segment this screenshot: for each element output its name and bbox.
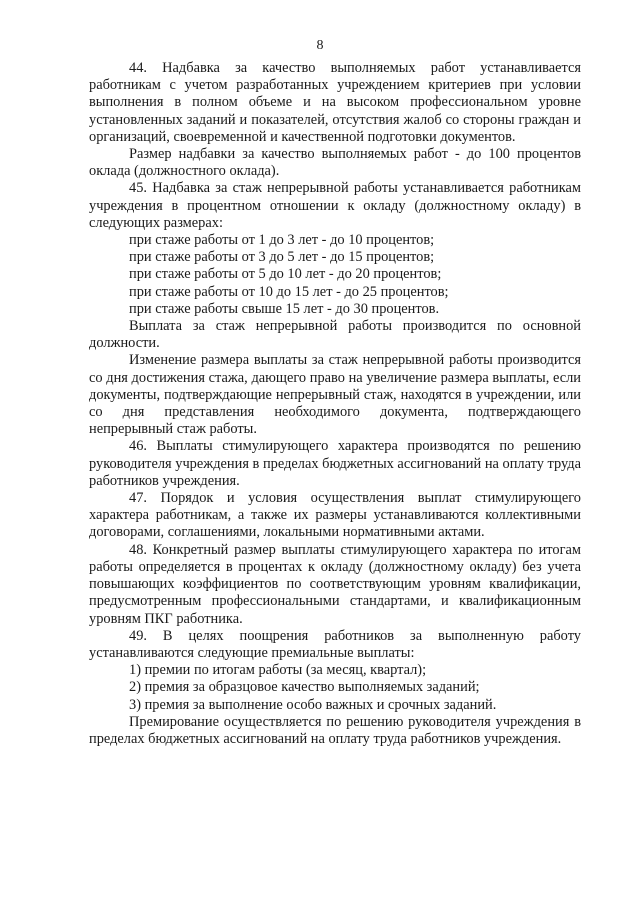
paragraph-49: 49. В целях поощрения работников за выполненную работу устанавливаются следующие премиальные выплаты:	[89, 627, 581, 661]
list-item: при стаже работы от 3 до 5 лет - до 15 процентов;	[129, 249, 435, 266]
list-item: 2) премия за образцовое качество выполняемых заданий;	[129, 679, 480, 696]
paragraph-47: 47. Порядок и условия осуществления выплат стимулирующего характера работникам, а также их размеры устанавливаются коллективными договорами, соглашениями, локальными нормативными актами.	[89, 490, 581, 541]
list-item: при стаже работы от 10 до 15 лет - до 25 процентов;	[129, 283, 449, 300]
paragraph-48: 48. Конкретный размер выплаты стимулирующего характера по итогам работы определяется в процентах к окладу (должностному окладу) без учета повышающих коэффициентов по соответствующим уровням квалификации, предусмотренным профессиональными стандартами, и квалификационным уровням ПКГ работника.	[89, 541, 581, 627]
list-item: при стаже работы от 5 до 10 лет - до 20 процентов;	[129, 266, 442, 283]
list-item: при стаже работы свыше 15 лет - до 30 процентов.	[129, 300, 440, 317]
paragraph-44-size: Размер надбавки за качество выполняемых работ - до 100 процентов оклада (должностного оклада).	[89, 146, 581, 180]
paragraph-45-main-position: Выплата за стаж непрерывной работы производится по основной должности.	[89, 318, 581, 352]
paragraph-49-bonus-decision: Премирование осуществляется по решению руководителя учреждения в пределах бюджетных ассигнований на оплату труда работников учреждения.	[89, 713, 581, 747]
paragraph-45: 45. Надбавка за стаж непрерывной работы устанавливается работникам учреждения в процентном отношении к окладу (должностному окладу) в следующих размерах:	[89, 180, 581, 231]
page-number: 8	[316, 38, 324, 53]
list-item: 3) премия за выполнение особо важных и срочных заданий.	[129, 696, 497, 713]
paragraph-45-change: Изменение размера выплаты за стаж непрерывной работы производится со дня достижения стажа, дающего право на увеличение размера выплаты, если документы, подтверждающие непрерывный стаж, находятся в учреждении, или со дня представления необходимого документа, подтверждающего непрерывный стаж работы.	[89, 352, 581, 438]
list-item: при стаже работы от 1 до 3 лет - до 10 процентов;	[129, 232, 435, 249]
document-body	[89, 60, 581, 748]
list-item: 1) премии по итогам работы (за месяц, квартал);	[129, 662, 427, 679]
paragraph-44: 44. Надбавка за качество выполняемых работ устанавливается работникам с учетом разработанных учреждением критериев при условии выполнения в полном объеме и на высоком профессиональном уровне установленных заданий и показателей, отсутствия жалоб со стороны граждан и организаций, своевременной и качественной подготовки документов.	[89, 60, 581, 145]
paragraph-46: 46. Выплаты стимулирующего характера производятся по решению руководителя учреждения в пределах бюджетных ассигнований на оплату труда работников учреждения.	[89, 438, 581, 489]
